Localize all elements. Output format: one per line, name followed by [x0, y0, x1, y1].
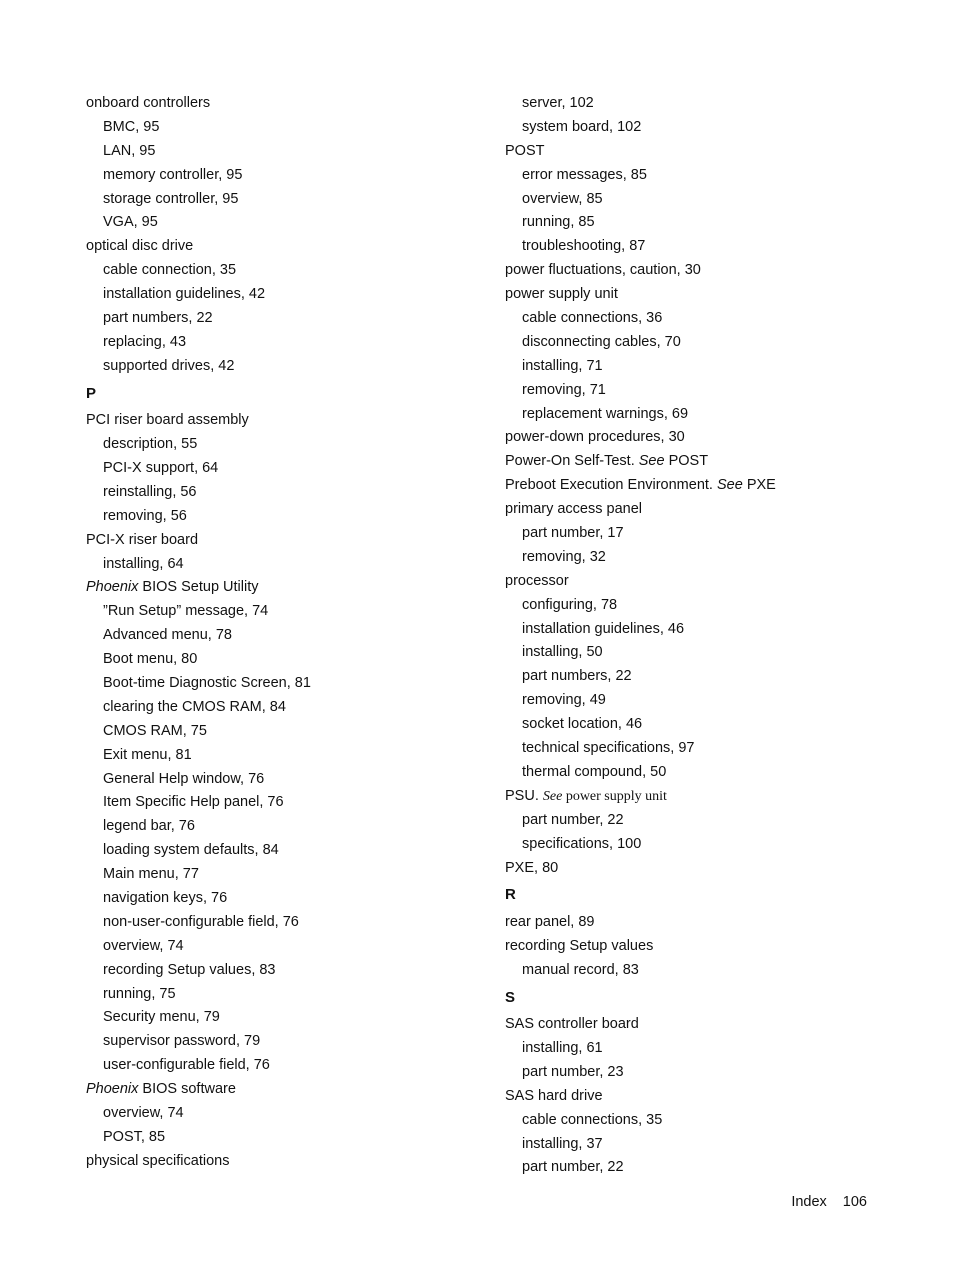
entry-text: PCI-X riser board: [86, 531, 199, 548]
index-entry: [86, 235, 486, 259]
entry-text: configuring, 78: [522, 596, 618, 613]
index-subentry: [86, 1006, 486, 1030]
entry-text: primary access panel: [505, 501, 642, 518]
index-subentry: [505, 379, 925, 403]
see-target: PXE: [742, 477, 776, 494]
index-subentry: [86, 959, 486, 983]
entry-text: POST: [505, 142, 545, 159]
index-subentry: [505, 235, 925, 259]
index-subentry: [86, 116, 486, 140]
entry-text: installation guidelines, 46: [522, 620, 685, 637]
entry-text: specifications, 100: [522, 835, 642, 852]
entry-text: part number, 22: [522, 1159, 624, 1176]
entry-text: processor: [505, 572, 569, 589]
entry-text: VGA, 95: [103, 214, 158, 231]
index-entry: [505, 283, 925, 307]
entry-text: supported drives, 42: [103, 357, 235, 374]
index-subentry: [505, 737, 925, 761]
entry-text: running, 75: [103, 985, 176, 1002]
entry-text: PSU.: [505, 787, 543, 804]
page-footer: [791, 1192, 867, 1212]
index-subentry: [86, 1054, 486, 1078]
index-entry: [86, 409, 486, 433]
see-reference: See: [716, 477, 743, 494]
index-subentry: [86, 839, 486, 863]
index-subentry: [505, 1133, 925, 1157]
index-subentry: [505, 833, 925, 857]
entry-text: ”Run Setup” message, 74: [103, 603, 269, 620]
index-subentry: [505, 1156, 925, 1180]
index-entry: [505, 140, 925, 164]
index-entry: [505, 857, 925, 881]
index-subentry: [86, 672, 486, 696]
index-subentry: [86, 791, 486, 815]
entry-text: part number, 17: [522, 525, 624, 542]
index-subentry: [86, 259, 486, 283]
index-subentry: [505, 522, 925, 546]
index-subentry: [505, 92, 925, 116]
index-subentry: [505, 164, 925, 188]
entry-text: overview, 74: [103, 1105, 184, 1122]
index-subentry: [86, 1126, 486, 1150]
index-subentry: [505, 188, 925, 212]
entry-text: non-user-configurable field, 76: [103, 913, 299, 930]
entry-text: Preboot Execution Environment.: [505, 477, 717, 494]
index-entry: [505, 935, 925, 959]
index-entry: [86, 1150, 486, 1174]
index-subentry: [86, 887, 486, 911]
index-subentry: [505, 546, 925, 570]
entry-text: part numbers, 22: [103, 310, 213, 327]
entry-text: Exit menu, 81: [103, 746, 192, 763]
entry-text: cable connections, 36: [522, 310, 663, 327]
index-subentry: [86, 744, 486, 768]
entry-text: power-down procedures, 30: [505, 429, 685, 446]
index-subentry: [505, 809, 925, 833]
index-subentry: [505, 1061, 925, 1085]
index-subentry: [86, 863, 486, 887]
index-subentry: [86, 600, 486, 624]
entry-text: Boot-time Diagnostic Screen, 81: [103, 674, 311, 691]
index-entry: [505, 911, 925, 935]
index-subentry: [86, 355, 486, 379]
index-entry: [505, 1085, 925, 1109]
entry-text: optical disc drive: [86, 238, 194, 255]
index-subentry: [86, 188, 486, 212]
index-subentry: [86, 164, 486, 188]
entry-text: removing, 32: [522, 548, 606, 565]
entry-text: cable connections, 35: [522, 1111, 663, 1128]
index-entry: [505, 498, 925, 522]
entry-text: PCI-X support, 64: [103, 459, 219, 476]
section-letter-heading: S: [505, 988, 516, 1006]
entry-text: manual record, 83: [522, 961, 639, 978]
entry-text: overview, 85: [522, 190, 603, 207]
see-reference: See: [542, 788, 563, 804]
entry-text: SAS hard drive: [505, 1087, 603, 1104]
entry-text: installing, 71: [522, 357, 603, 374]
index-subentry: [505, 641, 925, 665]
entry-text: removing, 56: [103, 507, 187, 524]
index-subentry: [86, 505, 486, 529]
entry-text: LAN, 95: [103, 142, 156, 159]
index-column-right: [505, 92, 925, 1180]
entry-text: supervisor password, 79: [103, 1033, 261, 1050]
entry-text: power supply unit: [505, 286, 618, 303]
entry-text: BIOS software: [138, 1081, 236, 1098]
index-subentry: [505, 1109, 925, 1133]
footer-label: Index: [791, 1194, 827, 1210]
entry-text: physical specifications: [86, 1152, 230, 1169]
index-subentry: [86, 140, 486, 164]
entry-text: removing, 71: [522, 381, 606, 398]
index-subentry: [505, 403, 925, 427]
entry-text: rear panel, 89: [505, 913, 595, 930]
see-target: POST: [664, 453, 709, 470]
entry-text: system board, 102: [522, 118, 642, 135]
entry-text: description, 55: [103, 436, 198, 453]
index-entry: [505, 785, 925, 809]
index-entry: [86, 92, 486, 116]
page-number: 106: [842, 1194, 867, 1210]
entry-text: troubleshooting, 87: [522, 238, 646, 255]
see-reference: See: [638, 453, 665, 470]
entry-text: installation guidelines, 42: [103, 286, 266, 303]
entry-text: recording Setup values, 83: [103, 961, 276, 978]
index-subentry: [86, 1102, 486, 1126]
index-entry: [505, 450, 925, 474]
index-subentry: [86, 935, 486, 959]
entry-text: CMOS RAM, 75: [103, 722, 207, 739]
entry-text: Main menu, 77: [103, 866, 199, 883]
index-subentry: [505, 618, 925, 642]
entry-text: part number, 22: [522, 811, 624, 828]
entry-text: disconnecting cables, 70: [522, 333, 681, 350]
index-subentry: [86, 648, 486, 672]
index-subentry: [505, 355, 925, 379]
index-subentry: [505, 594, 925, 618]
index-subentry: [86, 331, 486, 355]
entry-text: socket location, 46: [522, 716, 643, 733]
index-subentry: [86, 283, 486, 307]
entry-text: legend bar, 76: [103, 818, 195, 835]
index-subentry: [86, 433, 486, 457]
entry-text: BMC, 95: [103, 118, 160, 135]
entry-text: Power-On Self-Test.: [505, 453, 639, 470]
entry-text: installing, 37: [522, 1135, 603, 1152]
index-entry: [505, 426, 925, 450]
entry-text: part number, 23: [522, 1063, 624, 1080]
index-subentry: [505, 665, 925, 689]
entry-text: technical specifications, 97: [522, 740, 695, 757]
index-entry: [505, 474, 925, 498]
entry-text: loading system defaults, 84: [103, 842, 279, 859]
entry-text: user-configurable field, 76: [103, 1057, 270, 1074]
entry-text: overview, 74: [103, 937, 184, 954]
index-entry: [86, 1078, 486, 1102]
entry-text: POST, 85: [103, 1128, 166, 1145]
section-letter-heading: P: [86, 384, 97, 402]
index-subentry: [86, 481, 486, 505]
index-subentry: [505, 959, 925, 983]
entry-text: server, 102: [522, 95, 594, 111]
entry-text: Advanced menu, 78: [103, 627, 232, 644]
index-entry: [505, 259, 925, 283]
entry-text: onboard controllers: [86, 95, 211, 111]
entry-text: SAS controller board: [505, 1016, 639, 1033]
index-entry: [505, 570, 925, 594]
entry-text: navigation keys, 76: [103, 890, 228, 906]
see-target: power supply unit: [562, 788, 667, 804]
entry-text: PXE, 80: [505, 859, 559, 876]
index-subentry: [505, 116, 925, 140]
entry-text: power fluctuations, caution, 30: [505, 262, 701, 279]
entry-text: installing, 64: [103, 555, 184, 572]
entry-text: part numbers, 22: [522, 668, 632, 685]
index-subentry: [505, 331, 925, 355]
entry-text: memory controller, 95: [103, 166, 243, 183]
index-subentry: [86, 457, 486, 481]
entry-text: recording Setup values: [505, 937, 654, 954]
entry-text: cable connection, 35: [103, 262, 237, 279]
index-subentry: [505, 713, 925, 737]
index-subentry: [86, 911, 486, 935]
entry-text: storage controller, 95: [103, 190, 239, 207]
entry-text: running, 85: [522, 214, 595, 231]
entry-text: reinstalling, 56: [103, 483, 197, 500]
entry-text: Security menu, 79: [103, 1009, 220, 1026]
index-subentry: [505, 307, 925, 331]
index-subentry: [86, 768, 486, 792]
entry-text: Item Specific Help panel, 76: [103, 794, 284, 811]
index-entry: [86, 576, 486, 600]
entry-text: Boot menu, 80: [103, 651, 198, 668]
index-subentry: [505, 1037, 925, 1061]
entry-text: thermal compound, 50: [522, 763, 667, 780]
entry-text: PCI riser board assembly: [86, 412, 249, 429]
entry-text: removing, 49: [522, 692, 606, 709]
index-subentry: [86, 307, 486, 331]
index-subentry: [505, 211, 925, 235]
entry-italic-term: Phoenix: [86, 579, 139, 596]
index-subentry: [505, 689, 925, 713]
entry-text: installing, 61: [522, 1039, 603, 1056]
index-entry: [86, 529, 486, 553]
index-column-left: [86, 92, 486, 1174]
section-letter-heading: R: [505, 886, 516, 904]
index-subentry: [86, 553, 486, 577]
index-subentry: [86, 983, 486, 1007]
entry-text: replacement warnings, 69: [522, 405, 689, 422]
entry-italic-term: Phoenix: [86, 1081, 139, 1098]
index-subentry: [86, 624, 486, 648]
index-entry: [505, 1013, 925, 1037]
entry-text: clearing the CMOS RAM, 84: [103, 698, 286, 715]
index-subentry: [86, 696, 486, 720]
entry-text: BIOS Setup Utility: [138, 579, 259, 596]
entry-text: General Help window, 76: [103, 770, 265, 787]
index-subentry: [86, 815, 486, 839]
entry-text: error messages, 85: [522, 166, 647, 183]
index-subentry: [86, 1030, 486, 1054]
index-subentry: [86, 211, 486, 235]
index-subentry: [86, 720, 486, 744]
entry-text: replacing, 43: [103, 333, 187, 350]
entry-text: installing, 50: [522, 644, 603, 661]
index-subentry: [505, 761, 925, 785]
